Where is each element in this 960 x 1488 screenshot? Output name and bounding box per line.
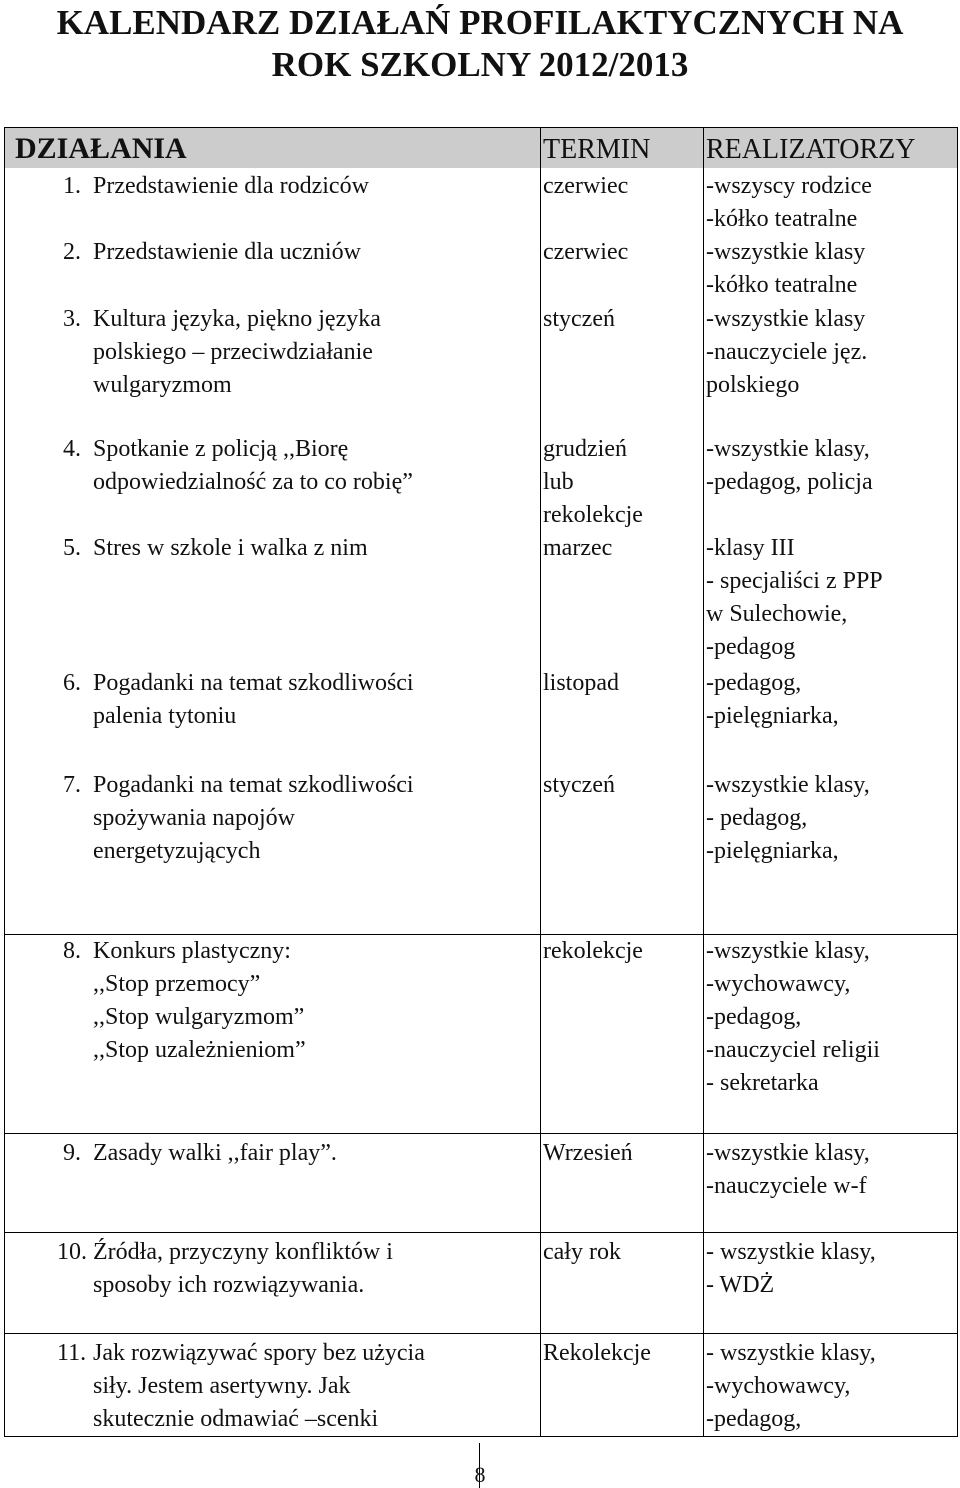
- term-text: Wrzesień: [543, 1139, 633, 1166]
- executor-text: - sekretarka: [706, 1069, 819, 1096]
- table-header-row: [5, 128, 958, 169]
- row-number: 11.: [57, 1339, 87, 1366]
- action-cell: [5, 433, 541, 532]
- term-cell: [541, 1232, 704, 1333]
- action-text: wulgaryzmom: [93, 372, 232, 398]
- term-text: styczeń: [543, 772, 615, 798]
- executor-text: -klasy III: [706, 535, 795, 561]
- term-text: czerwiec: [543, 239, 629, 265]
- action-text: skutecznie odmawiać –scenki: [93, 1405, 379, 1432]
- action-text: Jak rozwiązywać spory bez użycia: [93, 1339, 425, 1366]
- term-cell: [541, 934, 704, 1133]
- executors-cell: [704, 764, 958, 934]
- executor-text: -wszyscy rodzice: [706, 173, 872, 199]
- executor-text: -pedagog,: [706, 1405, 802, 1432]
- executors-cell: [704, 433, 958, 532]
- executor-text: -wychowawcy,: [706, 1372, 851, 1399]
- term-cell: [541, 236, 704, 303]
- schedule-table: [4, 127, 958, 1437]
- term-text: styczeń: [543, 306, 615, 332]
- action-text: siły. Jestem asertywny. Jak: [93, 1372, 351, 1399]
- row-number: 5.: [63, 535, 81, 561]
- action-text: Konkurs plastyczny:: [93, 937, 291, 964]
- action-text: Pogadanki na temat szkodliwości: [93, 772, 414, 798]
- term-cell: [541, 168, 704, 236]
- executor-text: -nauczyciel religii: [706, 1036, 880, 1063]
- executors-cell: [704, 303, 958, 433]
- term-cell: [541, 433, 704, 532]
- title-line-2: ROK SZKOLNY 2012/2013: [271, 45, 689, 84]
- action-text: Kultura języka, piękno języka: [93, 306, 381, 332]
- row-number: 6.: [63, 670, 81, 696]
- table-row: [5, 303, 958, 433]
- action-text: sposoby ich rozwiązywania.: [93, 1271, 365, 1298]
- table-row: [5, 1133, 958, 1232]
- executor-text: -pielęgniarka,: [706, 703, 839, 729]
- header-actions: DZIAŁANIA: [5, 128, 541, 169]
- table-row: [5, 532, 958, 667]
- table-row: [5, 168, 958, 236]
- executors-cell: [704, 236, 958, 303]
- action-text: Spotkanie z policją ,,Biorę: [93, 436, 349, 462]
- table-row: [5, 764, 958, 934]
- executors-cell: [704, 1232, 958, 1333]
- executor-text: w Sulechowie,: [706, 601, 848, 627]
- action-cell: [5, 168, 541, 236]
- row-number: 1.: [63, 173, 81, 199]
- term-text: rekolekcje: [543, 502, 643, 528]
- executor-text: -kółko teatralne: [706, 206, 858, 232]
- row-number: 10.: [57, 1238, 87, 1265]
- executor-text: -pedagog, policja: [706, 469, 873, 495]
- executor-text: - wszystkie klasy,: [706, 1238, 876, 1265]
- action-cell: [5, 667, 541, 764]
- action-text: Stres w szkole i walka z nim: [93, 535, 368, 561]
- executor-text: -pedagog,: [706, 1003, 802, 1030]
- term-text: cały rok: [543, 1238, 621, 1265]
- row-number: 7.: [63, 772, 81, 798]
- table-row: [5, 236, 958, 303]
- term-cell: [541, 303, 704, 433]
- action-cell: [5, 934, 541, 1133]
- table-row: [5, 433, 958, 532]
- term-text: grudzień: [543, 436, 627, 462]
- executor-text: -kółko teatralne: [706, 272, 858, 298]
- action-cell: [5, 236, 541, 303]
- executors-cell: [704, 934, 958, 1133]
- header-term: TERMIN: [541, 128, 704, 169]
- action-text: Zasady walki ,,fair play”.: [93, 1139, 337, 1166]
- table-row: [5, 934, 958, 1133]
- table-row: [5, 1232, 958, 1333]
- term-cell: [541, 667, 704, 764]
- action-text: ,,Stop uzależnieniom”: [93, 1036, 306, 1063]
- executors-cell: [704, 1333, 958, 1436]
- action-text: Przedstawienie dla rodziców: [93, 173, 369, 199]
- action-text: Przedstawienie dla uczniów: [93, 239, 361, 265]
- executor-text: -nauczyciele jęz.: [706, 339, 868, 365]
- action-text: ,,Stop przemocy”: [93, 970, 261, 997]
- executor-text: -nauczyciele w-f: [706, 1172, 867, 1199]
- action-cell: [5, 1232, 541, 1333]
- term-text: marzec: [543, 535, 613, 561]
- term-text: rekolekcje: [543, 937, 643, 964]
- executors-cell: [704, 667, 958, 764]
- action-cell: [5, 764, 541, 934]
- term-text: lub: [543, 469, 574, 495]
- table-row: [5, 667, 958, 764]
- row-number: 4.: [63, 436, 81, 462]
- executor-text: polskiego: [706, 372, 800, 398]
- executor-text: -pedagog,: [706, 670, 802, 696]
- executor-text: - specjaliści z PPP: [706, 568, 883, 594]
- executor-text: -wszystkie klasy: [706, 239, 866, 265]
- action-cell: [5, 303, 541, 433]
- action-text: Pogadanki na temat szkodliwości: [93, 670, 414, 696]
- title-line-1: KALENDARZ DZIAŁAŃ PROFILAKTYCZNYCH NA: [56, 3, 904, 42]
- action-text: energetyzujących: [93, 838, 261, 864]
- term-cell: [541, 764, 704, 934]
- term-cell: [541, 1133, 704, 1232]
- executor-text: -wszystkie klasy,: [706, 436, 870, 462]
- executors-cell: [704, 532, 958, 667]
- row-number: 9.: [63, 1139, 81, 1166]
- executor-text: -pedagog: [706, 634, 796, 660]
- executor-text: -wszystkie klasy: [706, 306, 866, 332]
- term-cell: [541, 1333, 704, 1436]
- executor-text: -wszystkie klasy,: [706, 937, 870, 964]
- action-cell: [5, 1333, 541, 1436]
- executor-text: -wszystkie klasy,: [706, 1139, 870, 1166]
- term-text: listopad: [543, 670, 619, 696]
- executor-text: -wszystkie klasy,: [706, 772, 870, 798]
- executors-cell: [704, 1133, 958, 1232]
- executors-cell: [704, 168, 958, 236]
- executor-text: - pedagog,: [706, 805, 808, 831]
- executor-text: -pielęgniarka,: [706, 838, 839, 864]
- action-text: Źródła, przyczyny konfliktów i: [93, 1238, 393, 1265]
- action-text: ,,Stop wulgaryzmom”: [93, 1003, 305, 1030]
- term-cell: [541, 532, 704, 667]
- action-text: polskiego – przeciwdziałanie: [93, 339, 373, 365]
- action-text: spożywania napojów: [93, 805, 295, 831]
- action-cell: [5, 532, 541, 667]
- term-text: czerwiec: [543, 173, 629, 199]
- header-executors: REALIZATORZY: [704, 128, 958, 169]
- executor-text: - wszystkie klasy,: [706, 1339, 876, 1366]
- row-number: 8.: [63, 937, 81, 964]
- executor-text: - WDŻ: [706, 1271, 775, 1298]
- action-cell: [5, 1133, 541, 1232]
- term-text: Rekolekcje: [543, 1339, 651, 1366]
- row-number: 2.: [63, 239, 81, 265]
- row-number: 3.: [63, 306, 81, 332]
- action-text: palenia tytoniu: [93, 703, 237, 729]
- page-number: 8: [474, 1462, 486, 1487]
- action-text: odpowiedzialność za to co robię”: [93, 469, 413, 495]
- table-row: [5, 1333, 958, 1436]
- executor-text: -wychowawcy,: [706, 970, 851, 997]
- document-title: [0, 2, 960, 86]
